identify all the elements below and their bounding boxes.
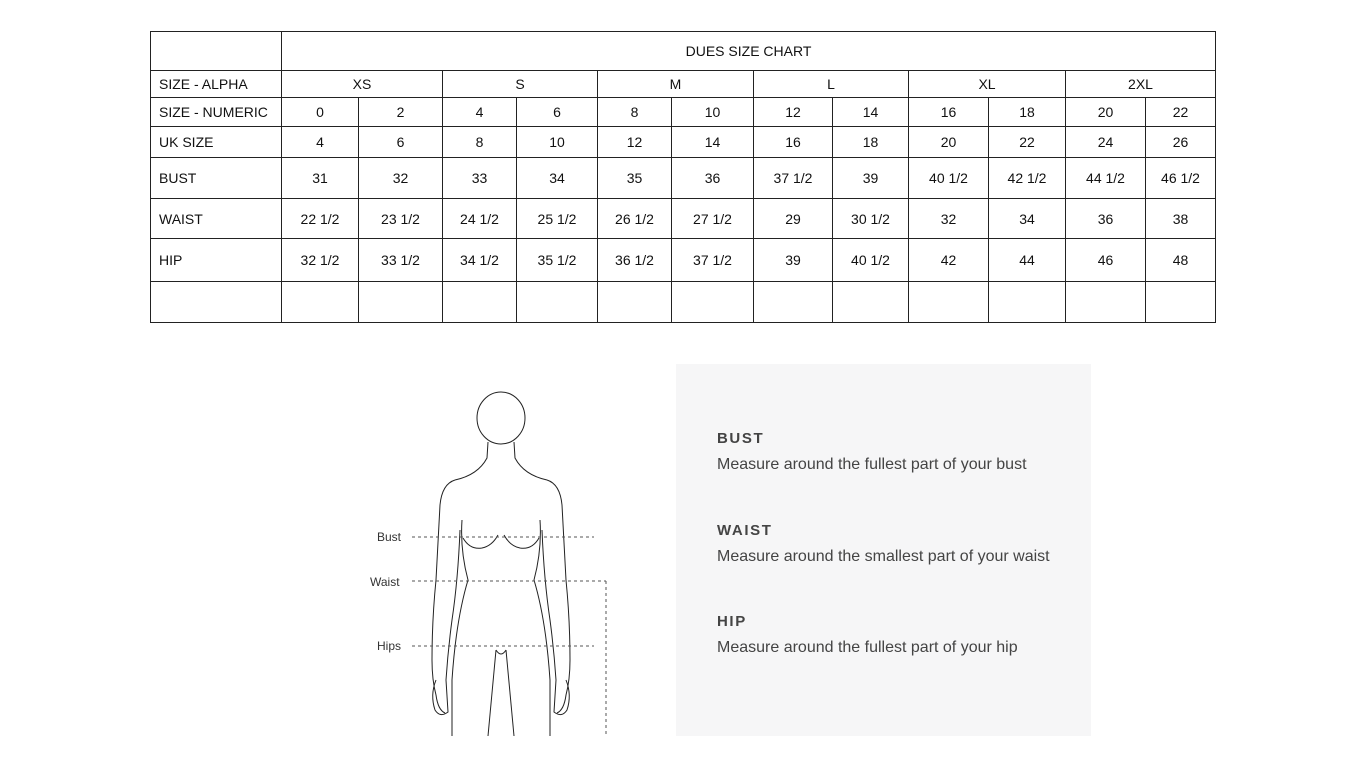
numeric-size-cell: 10 <box>672 98 754 127</box>
hip-guide-title: HIP <box>717 613 747 630</box>
uk-size-cell: 14 <box>672 127 754 158</box>
waist-cell: 29 <box>754 199 833 239</box>
empty-row <box>151 282 1216 323</box>
waist-cell: 36 <box>1066 199 1146 239</box>
hip-guide <box>717 613 1067 661</box>
hip-label: HIP <box>151 239 282 282</box>
uk-size-cell: 26 <box>1146 127 1216 158</box>
body-measurement-figure <box>360 380 620 740</box>
numeric-size-cell: 14 <box>833 98 909 127</box>
numeric-size-cell: 18 <box>989 98 1066 127</box>
numeric-size-cell: 2 <box>359 98 443 127</box>
numeric-size-cell: 8 <box>598 98 672 127</box>
waist-cell: 32 <box>909 199 989 239</box>
bust-label: BUST <box>151 158 282 199</box>
bust-cell: 40 1/2 <box>909 158 989 199</box>
hip-cell: 42 <box>909 239 989 282</box>
hip-cell: 35 1/2 <box>517 239 598 282</box>
bust-cell: 37 1/2 <box>754 158 833 199</box>
empty-cell <box>754 282 833 323</box>
size-chart-table <box>150 31 1216 323</box>
alpha-size-cell: L <box>754 71 909 98</box>
alpha-size-cell: S <box>443 71 598 98</box>
waist-cell: 30 1/2 <box>833 199 909 239</box>
waist-cell: 26 1/2 <box>598 199 672 239</box>
bust-cell: 44 1/2 <box>1066 158 1146 199</box>
uk-size-cell: 8 <box>443 127 517 158</box>
hip-cell: 46 <box>1066 239 1146 282</box>
body-outline-icon <box>360 380 620 740</box>
empty-cell <box>282 282 359 323</box>
waist-row <box>151 199 1216 239</box>
numeric-size-cell: 20 <box>1066 98 1146 127</box>
hip-cell: 48 <box>1146 239 1216 282</box>
empty-cell <box>359 282 443 323</box>
uk-size-cell: 10 <box>517 127 598 158</box>
uk-size-cell: 6 <box>359 127 443 158</box>
hip-cell: 32 1/2 <box>282 239 359 282</box>
waist-cell: 25 1/2 <box>517 199 598 239</box>
numeric-size-cell: 12 <box>754 98 833 127</box>
waist-guide-title: WAIST <box>717 522 773 539</box>
bust-guide-title: BUST <box>717 430 765 447</box>
alpha-size-cell: XL <box>909 71 1066 98</box>
numeric-size-cell: 0 <box>282 98 359 127</box>
bust-cell: 31 <box>282 158 359 199</box>
hip-cell: 39 <box>754 239 833 282</box>
numeric-size-cell: 4 <box>443 98 517 127</box>
figure-bust-label: Bust <box>377 530 402 544</box>
waist-cell: 22 1/2 <box>282 199 359 239</box>
bust-cell: 46 1/2 <box>1146 158 1216 199</box>
uk-size-cell: 4 <box>282 127 359 158</box>
empty-cell <box>909 282 989 323</box>
hip-cell: 37 1/2 <box>672 239 754 282</box>
numeric-size-cell: 22 <box>1146 98 1216 127</box>
bust-cell: 35 <box>598 158 672 199</box>
empty-cell <box>989 282 1066 323</box>
waist-guide <box>717 522 1067 570</box>
empty-cell <box>672 282 754 323</box>
uk-size-row <box>151 127 1216 158</box>
hip-cell: 44 <box>989 239 1066 282</box>
title-row <box>151 32 1216 71</box>
waist-guide-text: Measure around the smallest part of your waist <box>717 548 1050 565</box>
uk-size-cell: 18 <box>833 127 909 158</box>
corner-cell <box>151 32 282 71</box>
bust-guide-text: Measure around the fullest part of your bust <box>717 456 1027 473</box>
empty-cell <box>517 282 598 323</box>
bust-cell: 32 <box>359 158 443 199</box>
numeric-size-row <box>151 98 1216 127</box>
figure-waist-label: Waist <box>370 575 400 589</box>
empty-cell <box>1066 282 1146 323</box>
bust-cell: 33 <box>443 158 517 199</box>
empty-cell <box>443 282 517 323</box>
bust-cell: 36 <box>672 158 754 199</box>
bust-row <box>151 158 1216 199</box>
bust-cell: 42 1/2 <box>989 158 1066 199</box>
alpha-size-label: SIZE - ALPHA <box>151 71 282 98</box>
hip-cell: 33 1/2 <box>359 239 443 282</box>
uk-size-cell: 20 <box>909 127 989 158</box>
bust-guide <box>717 430 1067 478</box>
alpha-size-cell: M <box>598 71 754 98</box>
waist-label: WAIST <box>151 199 282 239</box>
waist-cell: 38 <box>1146 199 1216 239</box>
uk-size-cell: 16 <box>754 127 833 158</box>
alpha-size-row <box>151 71 1216 98</box>
hip-row <box>151 239 1216 282</box>
bust-cell: 34 <box>517 158 598 199</box>
numeric-size-label: SIZE - NUMERIC <box>151 98 282 127</box>
uk-size-cell: 12 <box>598 127 672 158</box>
measurement-guide-panel <box>676 364 1091 736</box>
alpha-size-cell: XS <box>282 71 443 98</box>
waist-cell: 34 <box>989 199 1066 239</box>
waist-cell: 23 1/2 <box>359 199 443 239</box>
numeric-size-cell: 16 <box>909 98 989 127</box>
hip-cell: 36 1/2 <box>598 239 672 282</box>
empty-cell <box>598 282 672 323</box>
hip-cell: 34 1/2 <box>443 239 517 282</box>
empty-cell <box>151 282 282 323</box>
chart-title: DUES SIZE CHART <box>282 32 1216 71</box>
empty-cell <box>833 282 909 323</box>
hip-guide-text: Measure around the fullest part of your hip <box>717 639 1018 656</box>
uk-size-cell: 24 <box>1066 127 1146 158</box>
waist-cell: 24 1/2 <box>443 199 517 239</box>
bust-cell: 39 <box>833 158 909 199</box>
waist-cell: 27 1/2 <box>672 199 754 239</box>
numeric-size-cell: 6 <box>517 98 598 127</box>
alpha-size-cell: 2XL <box>1066 71 1216 98</box>
empty-cell <box>1146 282 1216 323</box>
figure-hips-label: Hips <box>377 639 402 653</box>
uk-size-cell: 22 <box>989 127 1066 158</box>
uk-size-label: UK SIZE <box>151 127 282 158</box>
hip-cell: 40 1/2 <box>833 239 909 282</box>
